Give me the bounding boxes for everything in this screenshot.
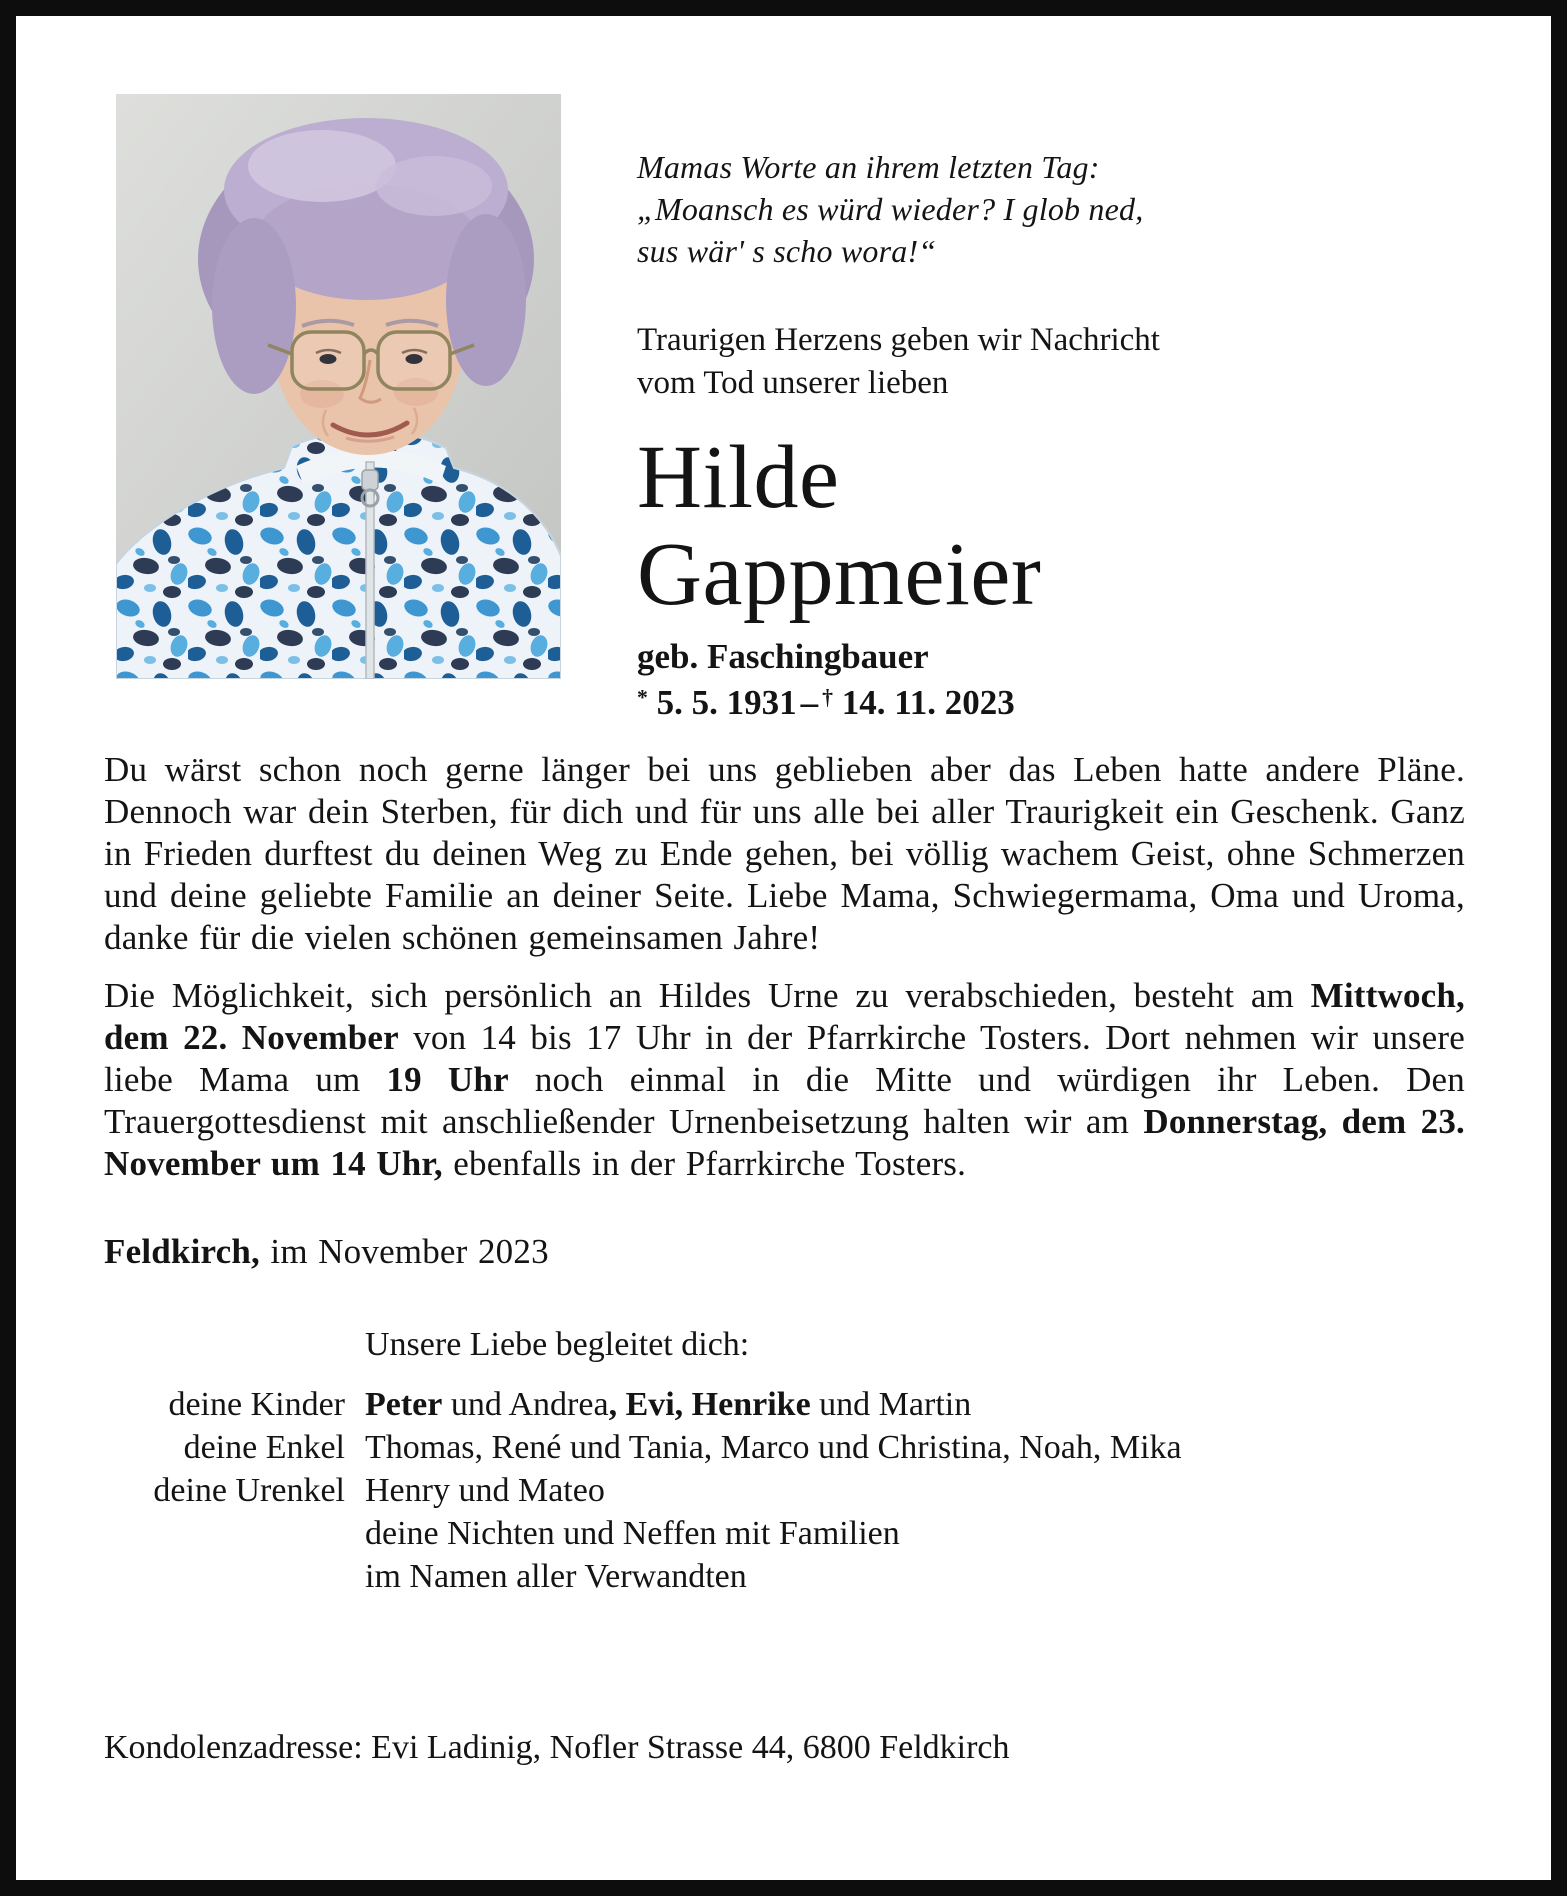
tribute-paragraph: Du wärst schon noch gerne länger bei uns geblieben aber das Leben hatte andere Pläne. Dennoch war dein Sterben, für dich und für uns alle bei aller Traurigkeit ein Geschenk. Ganz in Frieden durftest du deinen Weg zu Ende gehen, bei völlig wachem Geist, ohne Schmerzen und deine geliebte Familie an deiner Seite. Liebe Mama, Schwiegermama, Oma und Uroma, danke für die vielen schönen gemeinsamen Jahre! — [104, 750, 1465, 958]
header-text-column — [637, 94, 1160, 723]
funeral-date: Donnerstag, dem 23. November um 14 Uhr, — [104, 1102, 1465, 1184]
life-dates — [637, 683, 1160, 723]
quote-line-3: sus wär' s scho wora!“ — [637, 233, 937, 270]
deceased-last-name: Gappmeier — [637, 524, 1042, 624]
child-names: und Andrea — [442, 1386, 609, 1424]
quote-line-2: „Moansch es würd wieder? I glob ned, — [637, 191, 1144, 228]
header-section — [104, 94, 1465, 723]
family-role-label: deine Enkel — [183, 1429, 345, 1467]
quote-line-1: Mamas Worte an ihrem letzten Tag: — [637, 149, 1100, 185]
portrait-photo — [116, 94, 561, 679]
family-row-great-grandchildren — [104, 1469, 1465, 1512]
family-role-label: deine Urenkel — [153, 1472, 345, 1510]
place: Feldkirch, — [104, 1232, 260, 1272]
obituary-content — [16, 16, 1551, 1770]
service-text: von 14 bis 17 Uhr in der Pfarrkirche Tosters. Dort nehmen wir unsere liebe Mama um — [104, 1018, 1466, 1100]
child-names: und Martin — [810, 1386, 972, 1424]
service-text: noch einmal in die Mitte und würdigen ihr Leben. Den Trauergottesdienst mit anschließender Urnenbeisetzung halten wir am — [104, 1060, 1465, 1142]
urn-viewing-date: Mittwoch, dem 22. November — [104, 976, 1465, 1058]
family-row-all-relatives — [104, 1555, 1465, 1598]
family-row-nieces-nephews — [104, 1512, 1465, 1555]
memorial-time: 19 Uhr — [386, 1060, 509, 1100]
family-role-label — [104, 1555, 345, 1598]
hair-right — [446, 214, 526, 386]
service-text: Die Möglichkeit, sich persönlich an Hildes Urne zu verabschieden, besteht am — [104, 976, 1311, 1016]
family-role-label — [104, 1512, 345, 1555]
birth-symbol: * — [637, 685, 648, 710]
eye-right — [406, 354, 423, 364]
portrait-photo-illustration — [116, 94, 561, 679]
farewell-title: Unsere Liebe begleitet dich: — [365, 1326, 750, 1364]
family-row-grandchildren — [104, 1426, 1465, 1469]
deceased-first-name: Hilde — [637, 428, 840, 528]
place-date-line — [104, 1231, 1465, 1273]
child-names-bold: , Evi, Henrike — [608, 1386, 811, 1424]
date-separator: – — [800, 683, 819, 723]
family-names: deine Nichten und Neffen mit Familien — [365, 1515, 900, 1553]
condolence-address: Kondolenzadresse: Evi Ladinig, Nofler Strasse 44, 6800 Feldkirch — [104, 1729, 1010, 1767]
maiden-name: geb. Faschingbauer — [637, 637, 929, 677]
service-paragraph — [104, 975, 1465, 1185]
family-names — [365, 1383, 1465, 1426]
death-symbol: † — [822, 685, 833, 710]
child-name-bold: Peter — [365, 1386, 443, 1424]
hair-left — [212, 218, 296, 394]
birth-date: 5. 5. 1931 — [656, 683, 797, 723]
eye-left — [320, 354, 337, 364]
obituary-body — [104, 749, 1465, 1273]
intro-line-1: Traurigen Herzens geben wir Nachricht — [637, 321, 1160, 358]
memorial-quote — [637, 146, 1160, 273]
family-names: Thomas, René und Tania, Marco und Christina, Noah, Mika — [365, 1429, 1182, 1467]
announcement-intro — [637, 319, 1160, 405]
family-names: Henry und Mateo — [365, 1472, 605, 1510]
intro-line-2: vom Tod unserer lieben — [637, 364, 949, 401]
deceased-name — [637, 430, 1160, 623]
death-date: 14. 11. 2023 — [841, 683, 1015, 723]
family-names: im Namen aller Verwandten — [365, 1558, 747, 1596]
family-list — [104, 1383, 1465, 1598]
zipper — [366, 462, 374, 679]
family-role-label: deine Kinder — [168, 1386, 345, 1424]
date-text: im November 2023 — [259, 1232, 549, 1272]
service-text: ebenfalls in der Pfarrkirche Tosters. — [442, 1144, 967, 1184]
family-row-children — [104, 1383, 1465, 1426]
